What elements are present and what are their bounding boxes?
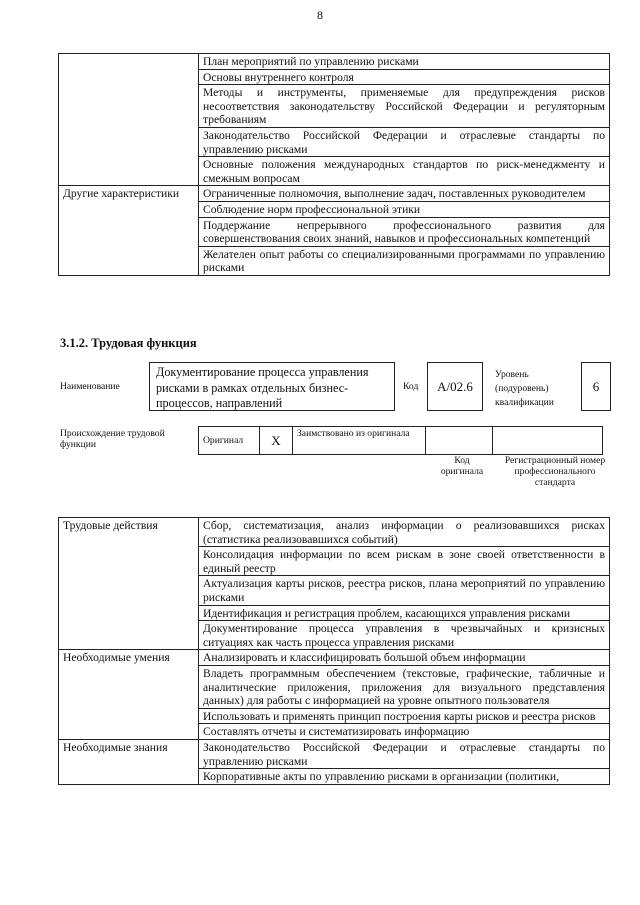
table-cell: Законодательство Российской Федерации и отраслевые стандарты по управлению рисками [199,739,610,768]
table-cell: Поддержание непрерывного профессионального развития для совершенствования своих знаний, навыков и профессиональных компетенций [199,217,610,246]
category-cell [59,54,199,186]
table-cell: Актуализация карты рисков, реестра рисков, плана мероприятий по управлению рисками [199,576,610,605]
table-cell: Соблюдение норм профессиональной этики [199,201,610,217]
original-code-caption: Код оригинала [440,455,484,477]
name-label: Наименование [60,381,120,392]
table-cell: Корпоративные акты по управлению рисками в организации (политики, [199,769,610,785]
table-cell: Желателен опыт работы со специализированными программами по управлению рисками [199,246,610,275]
table-cell: Идентификация и регистрация проблем, касающихся управления рисками [199,605,610,621]
function-name-box: Документирование процесса управления рисками в рамках отдельных бизнес-процессов, направлений [149,362,395,411]
labor-function-table [58,517,610,785]
origin-table [198,426,603,455]
code-label: Код [403,381,419,392]
registration-number-caption: Регистрационный номер профессионального стандарта [504,455,606,488]
page-number: 8 [317,8,323,22]
table-cell: План мероприятий по управлению рисками [199,54,610,70]
table-cell: Владеть программным обеспечением (текстовые, графические, табличные и аналитические приложения, приложения для визуального представления данных) для работы с информацией на уровне опытного пользователя [199,665,610,708]
requirements-table-body [59,54,610,276]
category-cell: Трудовые действия [59,518,199,650]
category-cell: Необходимые умения [59,650,199,740]
table-cell: Анализировать и классифицировать большой объем информации [199,650,610,666]
original-label: Оригинал [199,427,260,455]
level-box: 6 [581,362,611,411]
table-cell: Консолидация информации по всем рискам в зоне своей ответственности в единый реестр [199,547,610,576]
table-cell: Методы и инструменты, применяемые для предупреждения рисков несоответствия законодательству Российской Федерации и регуляторным требованиям [199,85,610,128]
section-title: 3.1.2. Трудовая функция [60,336,197,350]
borrowed-label: Заимствовано из оригинала [293,427,426,455]
category-cell: Необходимые знания [59,739,199,784]
original-code-cell [426,427,493,455]
requirements-table [58,53,610,276]
origin-label: Происхождение трудовой функции [60,428,165,450]
table-cell: Составлять отчеты и систематизировать информацию [199,724,610,740]
table-cell: Законодательство Российской Федерации и отраслевые стандарты по управлению рисками [199,127,610,156]
labor-function-table-body [59,518,610,785]
table-cell: Использовать и применять принцип построения карты рисков и реестра рисков [199,708,610,724]
function-code-box: A/02.6 [427,362,483,411]
table-cell: Основы внутреннего контроля [199,69,610,85]
category-cell: Другие характеристики [59,186,199,276]
table-cell: Основные положения международных стандартов по риск-менеджменту и смежным вопросам [199,157,610,186]
registration-number-cell [493,427,603,455]
table-cell: Документирование процесса управления в чрезвычайных и кризисных ситуациях как часть процесса управления рисками [199,621,610,650]
level-label: Уровень (подуровень) квалификации [495,369,554,408]
table-cell: Сбор, систематизация, анализ информации о реализовавшихся рисках (статистика реализовавшихся событий) [199,518,610,547]
table-cell: Ограниченные полномочия, выполнение задач, поставленных руководителем [199,186,610,202]
original-mark: X [260,427,293,455]
